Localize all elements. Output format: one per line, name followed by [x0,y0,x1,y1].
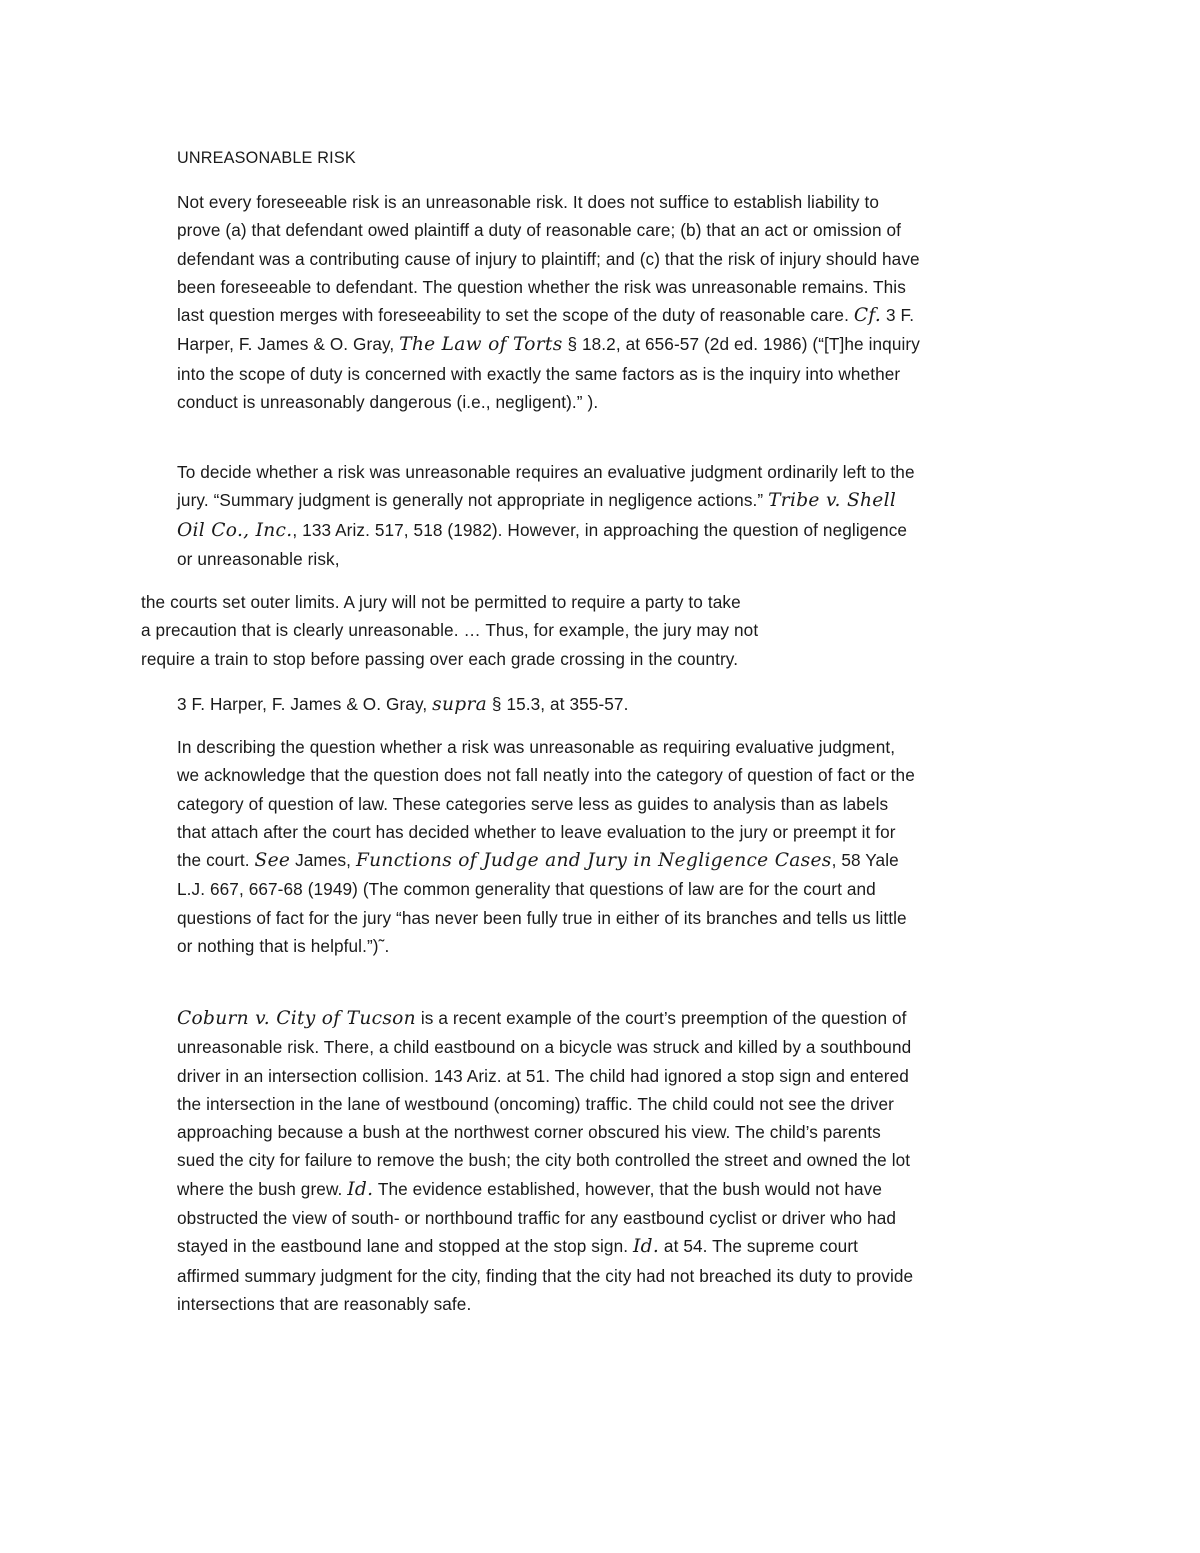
block-quote-line: a precaution that is clearly unreasonable. … Thus, for example, the jury may not [141,620,759,641]
citation-text: § 15.3, at 355-57. [487,694,629,714]
block-quote-line: the courts set outer limits. A jury will not be permitted to require a party to take [141,592,741,612]
citation-signal: supra [432,694,488,715]
paragraph-text: James, [290,850,356,871]
citation-signal: Id. [347,1178,374,1200]
paragraph-text: The evidence established, however, that the bush would not have obstructed the view of south- or northbound traffic for any eastbound cyclist or driver who had stayed in the eastbound lane and stopped at the stop sign. [177,1178,897,1257]
book-title: The Law of Torts [399,334,563,356]
paragraph-text: In describing the question whether a risk was unreasonable as requiring evaluative judgment, we acknowledge that the question does not fall neatly into the category of question of fact or the category of question of law. These categories serve less as guides to analysis than as labels that attach after the court has decided whether to leave evaluation to the jury or preempt it for the court. [177,737,915,871]
paragraph-text: To decide whether a risk was unreasonable requires an evaluative judgment ordinarily left to the jury. “Summary judgment is generally not appropriate in negligence actions.” [177,462,915,511]
document-heading: UNREASONABLE RISK [177,149,356,167]
paragraph-unreasonable-risk [177,188,922,416]
paragraph-fact-or-law [177,733,922,960]
citation-signal: Id. [632,1236,660,1258]
paragraph-text: , 133 Ariz. 517, 518 (1982). However, in approaching the question of negligence or unreasonable risk, [177,519,908,569]
block-quote [141,588,901,673]
paragraph-text: at 54. The supreme court affirmed summary judgment for the city, finding that the city had not breached its duty to provide intersections that are reasonably safe. [177,1236,914,1314]
paragraph-text: , 58 Yale L.J. 667, 667-68 (1949) (The common generality that questions of law are for the court and questions of fact for the jury “has never been fully true in either of its branches and tells us little or nothing that is helpful.”)˜. [177,850,907,957]
citation-text: 3 F. Harper, F. James & O. Gray, [177,694,433,714]
citation-signal: Cf. [853,305,882,327]
article-title: Functions of Judge and Jury in Negligence Cases [355,850,832,872]
paragraph-text: § 18.2, at 656-57 (2d ed. 1986) (“[T]he inquiry into the scope of duty is concerned with exactly the same factors as is the inquiry into whether conduct is unreasonably dangerous (i.e., negligent).” ). [177,334,920,413]
citation-signal: See [254,850,291,872]
block-quote-line: require a train to stop before passing over each grade crossing in the country. [141,648,739,669]
paragraph-text: is a recent example of the court’s preemption of the question of unreasonable risk. There, a child eastbound on a bicycle was struck and killed by a southbound driver in an intersection collision. 143 Ariz. at 51. The child had ignored a stop sign and entered the intersection in the lane of westbound (oncoming) traffic. The child could not see the driver approaching because a bush at the northwest corner obscured his view. The child’s parents sued the city for failure to remove the bush; the city both controlled the street and owned the lot where the bush grew. [177,1008,912,1199]
case-name: Tribe v. Shell Oil Co., Inc. [177,490,897,541]
case-name: Coburn v. City of Tucson [177,1008,416,1029]
paragraph-evaluative-judgment [177,458,922,573]
paragraph-text: 3 F. Harper, F. James & O. Gray, [177,305,915,355]
paragraph-text: Not every foreseeable risk is an unreasonable risk. It does not suffice to establish liability to prove (a) that defendant owed plaintiff a duty of reasonable care; (b) that an act or omission of defendant was a contributing cause of injury to plaintiff; and (c) that the risk of injury should have been foreseeable to defendant. The question whether the risk was unreasonable remains. This last question merges with foreseeability to set the scope of the duty of reasonable care. [177,192,920,326]
paragraph-coburn-example [177,1004,922,1318]
quote-citation [177,690,922,719]
